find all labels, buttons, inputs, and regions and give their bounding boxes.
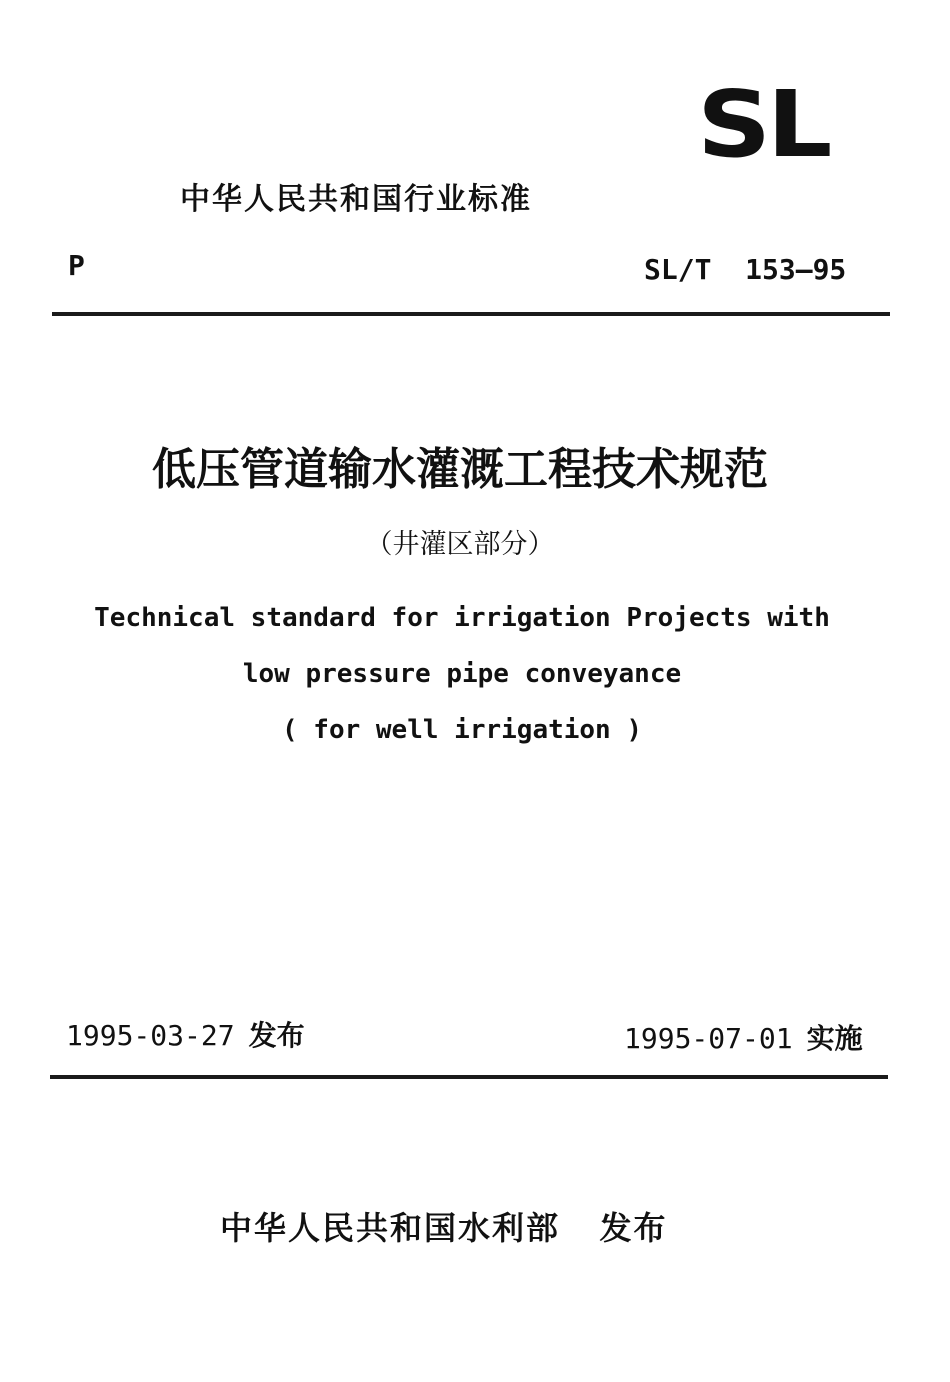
publisher-line xyxy=(220,1206,667,1250)
sl-logo-text: SL xyxy=(697,71,828,178)
document-title-en xyxy=(0,590,924,758)
document-title-cn: 低压管道输水灌溉工程技术规范 xyxy=(152,444,768,495)
issue-date: 1995-03-27 xyxy=(66,1019,235,1052)
industry-standard-heading: 中华人民共和国行业标准 xyxy=(180,182,532,217)
standard-number: SL/T 153—95 xyxy=(644,253,847,286)
sl-logo xyxy=(697,71,847,178)
title-en-line: ( for well irrigation ) xyxy=(281,715,643,745)
title-en-line: low pressure pipe conveyance xyxy=(242,659,682,689)
bottom-divider xyxy=(50,1075,888,1079)
effective-date: 1995-07-01 xyxy=(624,1022,793,1055)
document-subtitle-cn: （井灌区部分） xyxy=(365,529,555,560)
issue-date-block xyxy=(66,1016,305,1056)
effective-date-block xyxy=(624,1019,863,1059)
top-divider xyxy=(52,312,890,316)
effective-label: 实施 xyxy=(806,1022,863,1055)
category-letter: P xyxy=(68,249,85,282)
title-en-line: Technical standard for irrigation Projects with xyxy=(94,603,830,633)
publisher-name: 中华人民共和国水利部 xyxy=(220,1209,561,1247)
issue-label: 发布 xyxy=(248,1019,305,1052)
publish-label: 发布 xyxy=(599,1209,668,1247)
